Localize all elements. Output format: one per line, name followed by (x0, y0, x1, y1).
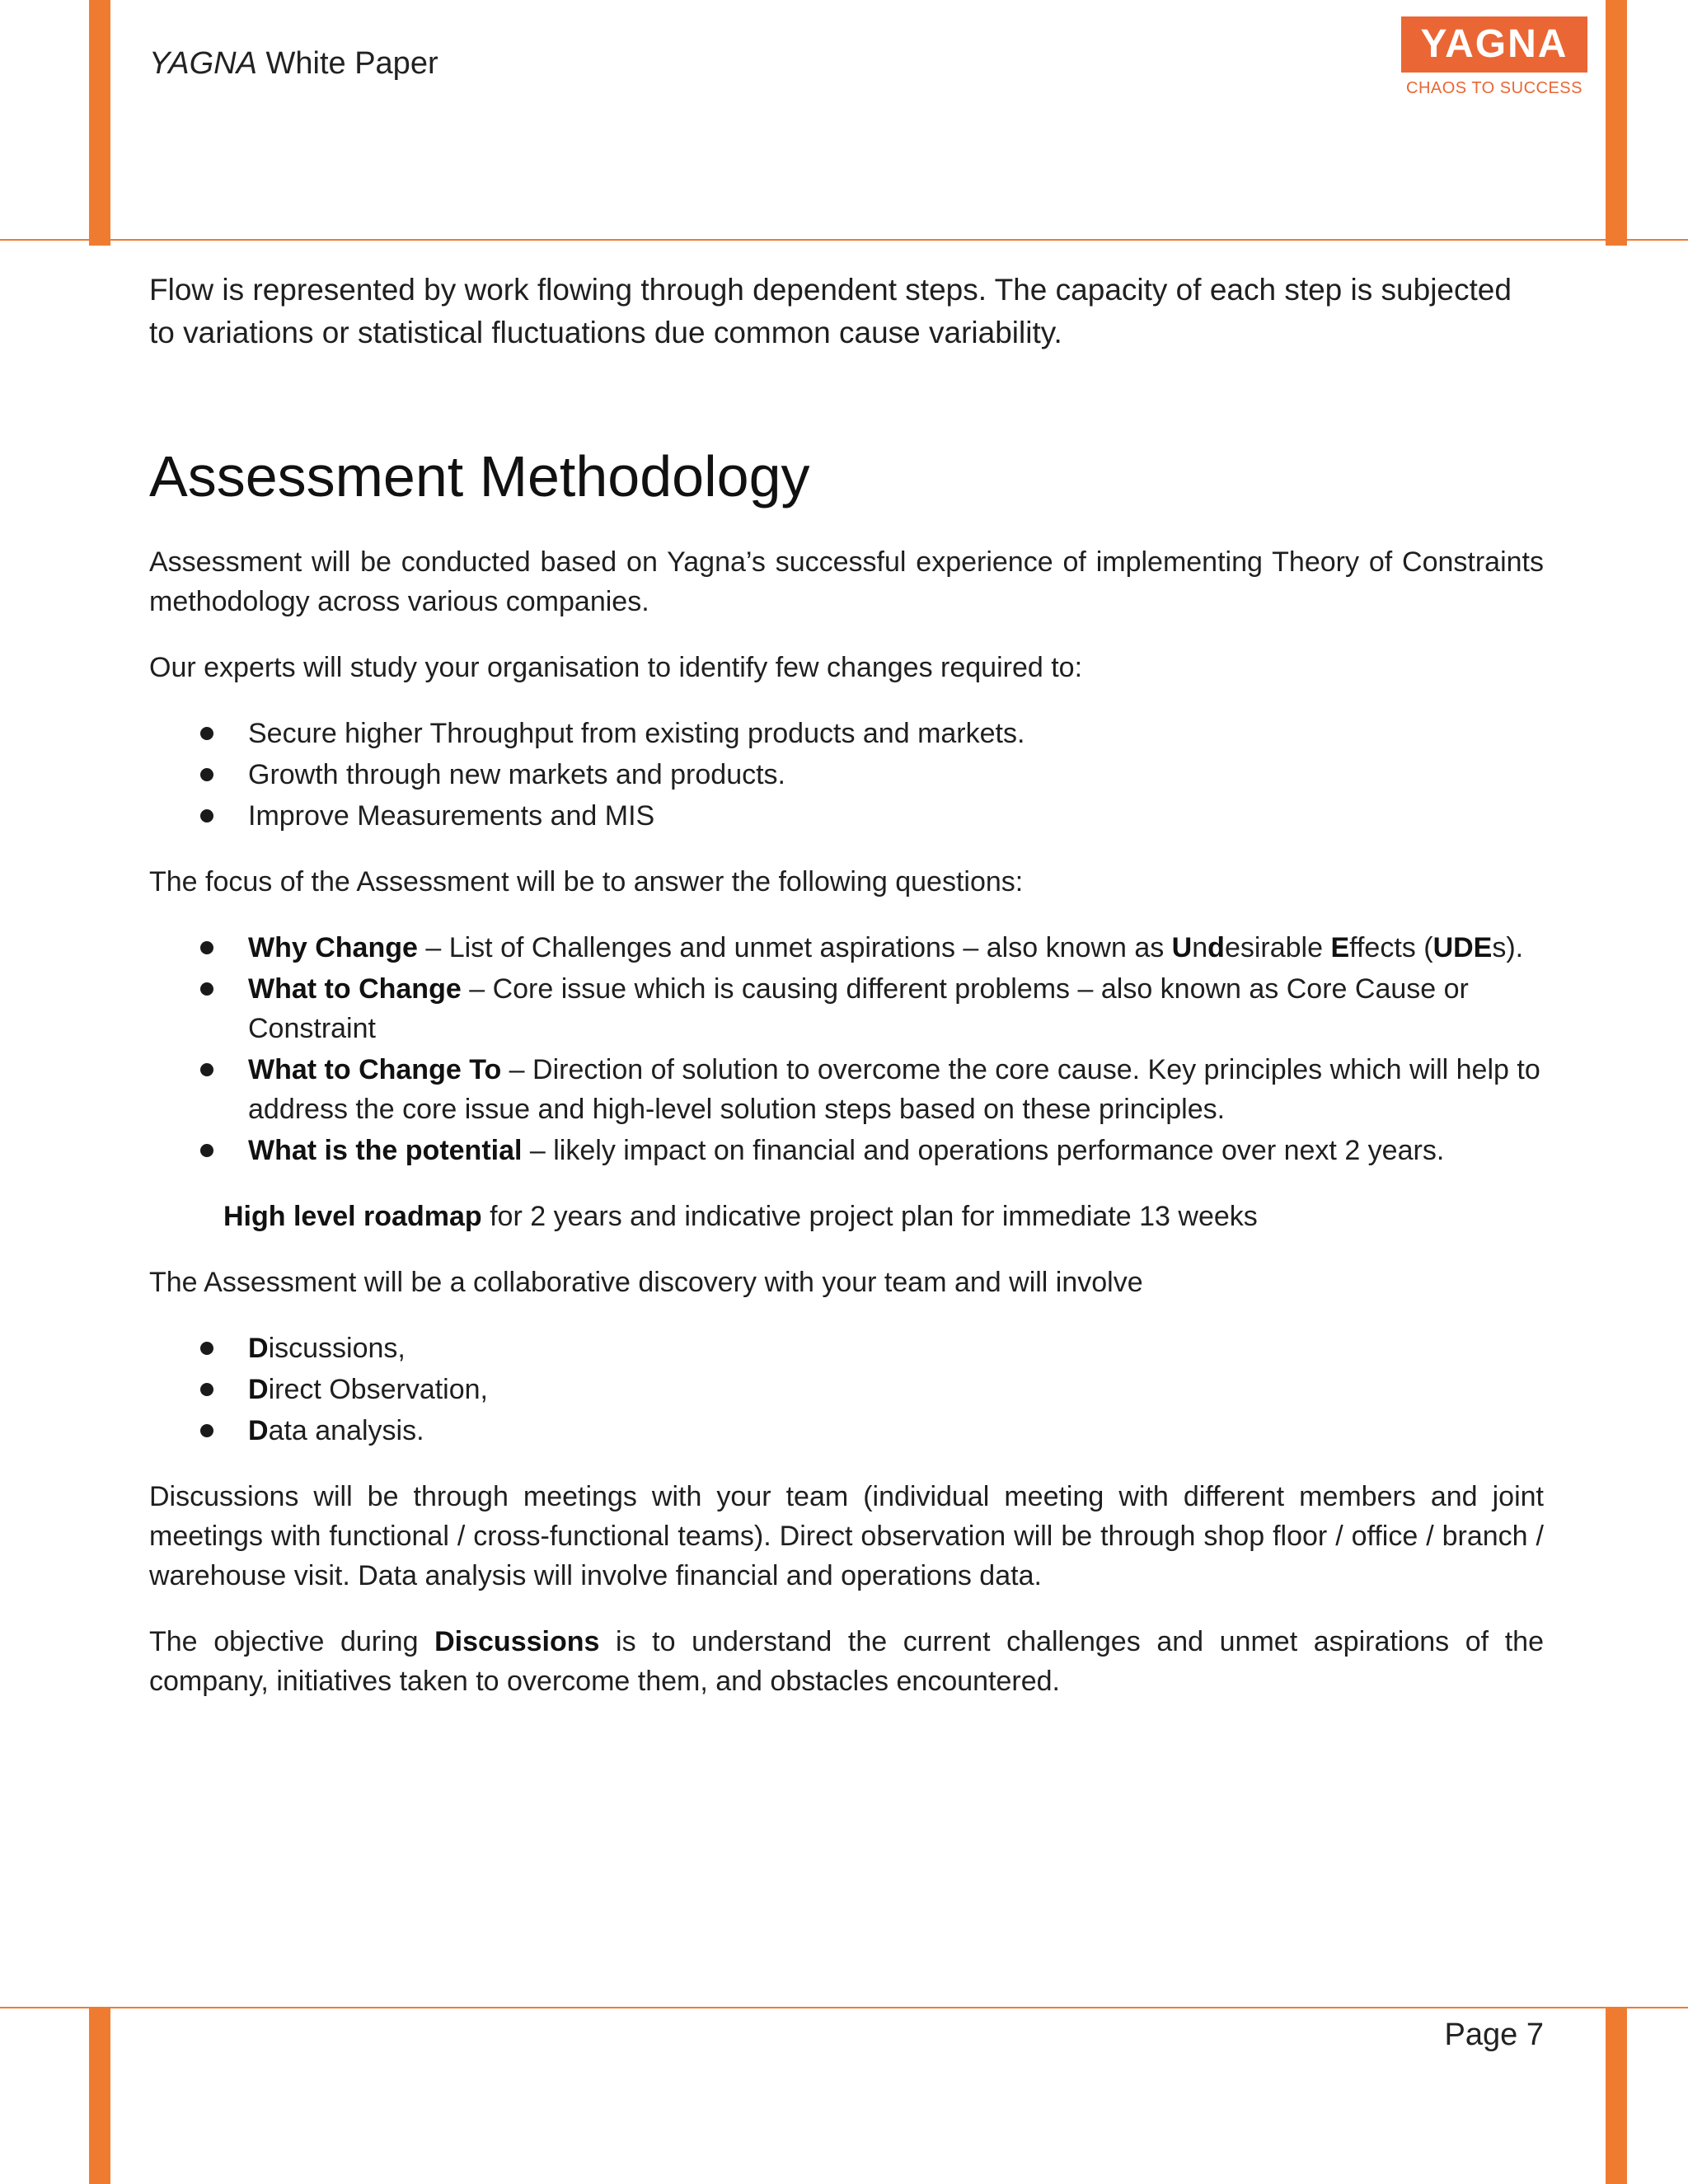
bottom-left-accent-bar (89, 2008, 110, 2184)
paragraph-focus: The focus of the Assessment will be to answer the following questions: (149, 866, 1024, 898)
paragraph-discussions: Discussions will be through meetings with your team (individual meeting with different members and joint meetings with functional / cross-functional teams). Direct observation will be through shop floor / office / branch / warehouse visit. Data analysis will involve financial and operations data. (149, 1481, 1544, 1591)
methods-list (149, 1329, 1544, 1451)
paragraph-collaborative: The Assessment will be a collaborative discovery with your team and will involve (149, 1267, 1143, 1298)
top-right-accent-bar (1606, 0, 1627, 246)
list-item: Discussions, (149, 1329, 1544, 1368)
yagna-logo (1401, 16, 1587, 99)
page-content (149, 269, 1544, 1727)
page-number: Page 7 (1444, 2018, 1544, 2052)
section-heading: Assessment Methodology (149, 444, 810, 509)
paragraph-experts: Our experts will study your organisation to identify few changes required to: (149, 652, 1083, 683)
bullet-icon (200, 1383, 213, 1396)
list-item: Direct Observation, (149, 1370, 1544, 1409)
changes-list (149, 714, 1544, 836)
question-what-to-change: What to Change – Core issue which is causing different problems – also known as Core Cause or Constraint (149, 969, 1544, 1048)
bullet-icon (200, 809, 213, 823)
list-item: Growth through new markets and products. (149, 755, 1544, 794)
paragraph-experience: Assessment will be conducted based on Yagna’s successful experience of implementing Theory of Constraints methodology across various companies. (149, 546, 1544, 617)
logo-wordmark: YAGNA (1401, 16, 1587, 73)
header-brand: YAGNA (149, 46, 257, 81)
question-why-change: Why Change – List of Challenges and unmet aspirations – also known as Undesirable Effects (UDEs). (149, 928, 1544, 968)
bullet-icon (200, 1424, 213, 1437)
footer-divider (0, 2007, 1688, 2008)
top-left-accent-bar (89, 0, 110, 246)
bottom-right-accent-bar (1606, 2008, 1627, 2184)
bullet-icon (200, 982, 213, 996)
bullet-icon (200, 941, 213, 954)
bullet-icon (200, 1063, 213, 1076)
bullet-icon (200, 768, 213, 781)
roadmap-line: High level roadmap for 2 years and indicative project plan for immediate 13 weeks (223, 1201, 1258, 1232)
bullet-icon (200, 1342, 213, 1355)
list-item: Secure higher Throughput from existing products and markets. (149, 714, 1544, 753)
bullet-icon (200, 727, 213, 740)
list-item: Improve Measurements and MIS (149, 796, 1544, 836)
intro-paragraph: Flow is represented by work flowing through dependent steps. The capacity of each step is subjected to variations or statistical fluctuations due common cause variability. (149, 273, 1512, 349)
list-item: Data analysis. (149, 1411, 1544, 1451)
questions-list (149, 928, 1544, 1170)
logo-tagline: CHAOS TO SUCCESS (1406, 79, 1582, 97)
bullet-icon (200, 1144, 213, 1157)
header-title-rest: White Paper (256, 46, 438, 81)
document-header-title (149, 46, 438, 82)
question-potential: What is the potential – likely impact on financial and operations performance over next 2 years. (149, 1131, 1544, 1170)
question-what-to-change-to: What to Change To – Direction of solution to overcome the core cause. Key principles which will help to address the core issue and high-level solution steps based on these principles. (149, 1050, 1544, 1129)
header-divider (0, 239, 1688, 241)
paragraph-objective: The objective during Discussions is to understand the current challenges and unmet aspirations of the company, initiatives taken to overcome them, and obstacles encountered. (149, 1626, 1544, 1697)
